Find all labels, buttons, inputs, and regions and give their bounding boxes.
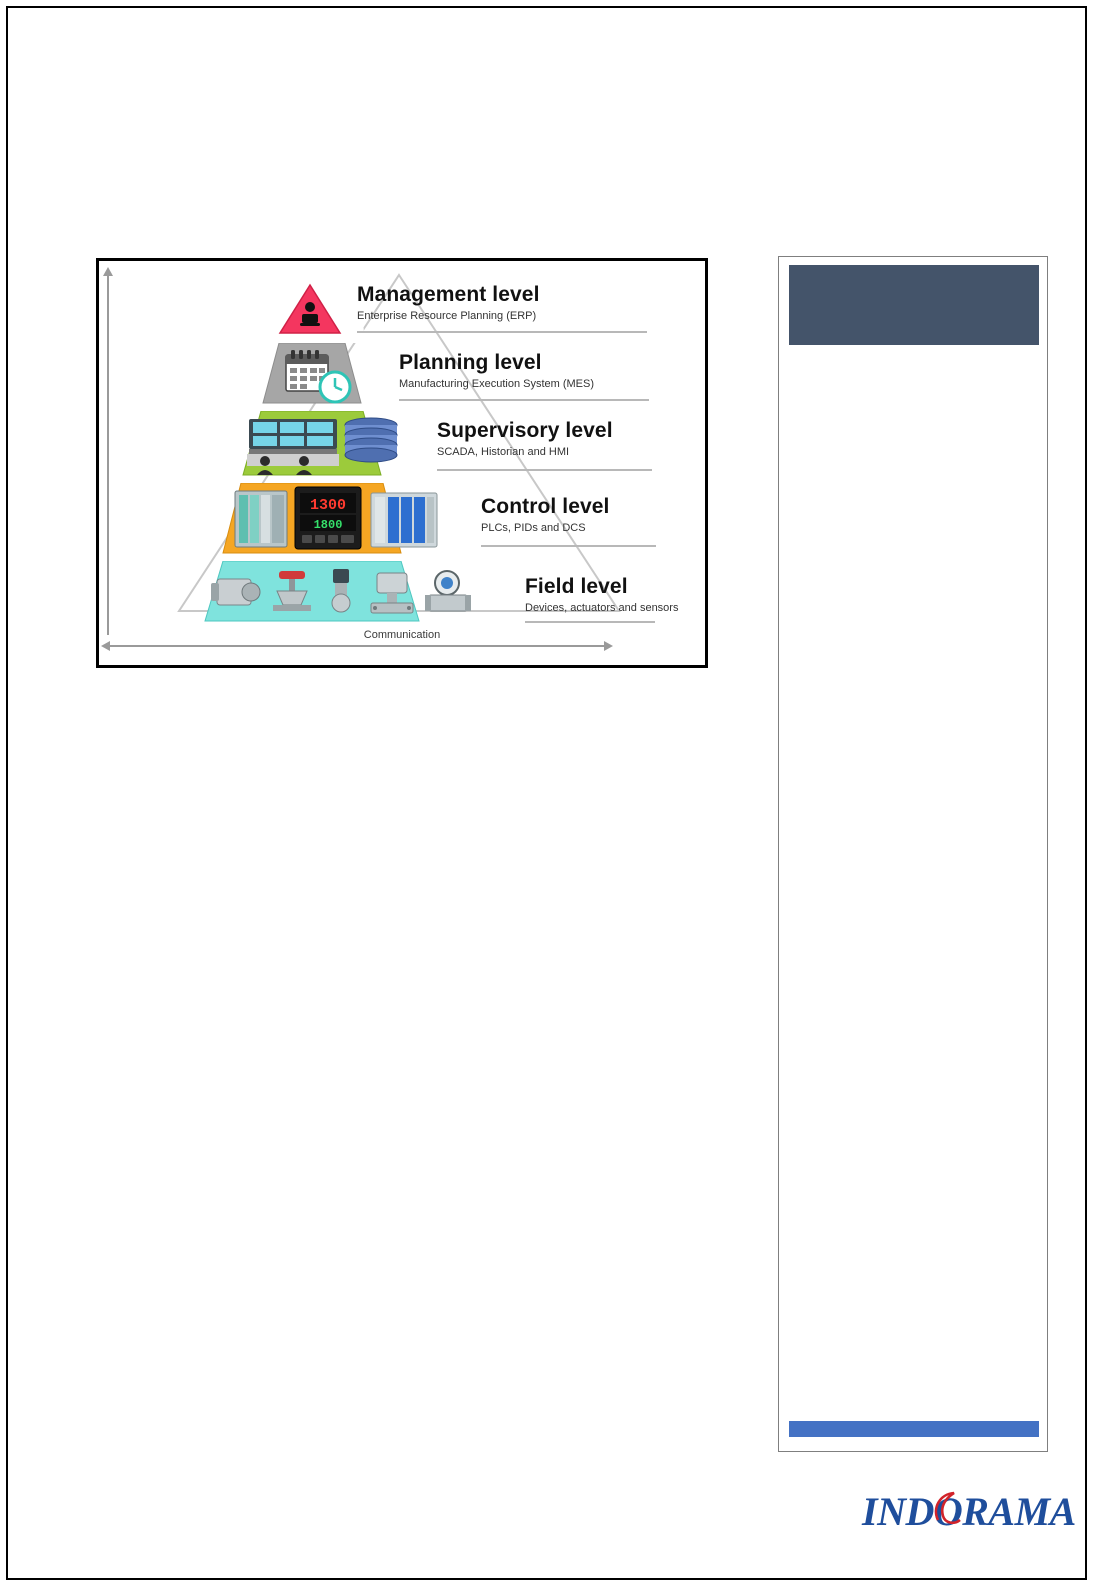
swoosh-icon [934, 1490, 964, 1528]
field-level-rule [525, 621, 655, 623]
control-level-subtitle: PLCs, PIDs and DCS [481, 522, 586, 534]
servo-motor-icon [211, 579, 260, 605]
sidebar-text-box [778, 256, 1048, 1452]
field-level-text [525, 575, 678, 614]
control-level-rule [481, 545, 656, 547]
clock-icon [320, 372, 350, 402]
communication-label: Communication [363, 629, 441, 641]
level-band-planning [99, 343, 705, 411]
supervisory-level-title: Supervisory level [437, 419, 613, 442]
automation-pyramid-figure [96, 258, 708, 668]
plc-rack-icon [235, 491, 287, 547]
supervisory-level-text [437, 419, 613, 458]
supervisory-trapezoid [99, 411, 705, 483]
management-level-subtitle: Enterprise Resource Planning (ERP) [357, 310, 537, 322]
supervisory-level-rule [437, 469, 652, 471]
logo-text-part1: IND [862, 1489, 934, 1534]
management-level-text [357, 283, 540, 322]
level-band-supervisory [99, 411, 705, 483]
control-level-text [481, 495, 610, 534]
planning-level-subtitle: Manufacturing Execution System (MES) [399, 378, 595, 390]
planning-level-title: Planning level [399, 351, 542, 374]
level-band-management [99, 281, 705, 343]
control-trapezoid [99, 483, 705, 561]
svg-text:1800: 1800 [313, 518, 343, 532]
dcs-module-icon [371, 493, 437, 547]
indorama-logo [862, 1488, 1076, 1536]
logo-o-swoosh-icon: O [933, 1489, 963, 1534]
communication-arrow [109, 645, 605, 647]
figure-canvas [99, 261, 705, 665]
management-level-rule [357, 331, 647, 333]
level-band-control [99, 483, 705, 561]
field-level-subtitle: Devices, actuators and sensors [525, 602, 679, 614]
planning-level-text [399, 351, 594, 390]
database-stack-icon [345, 418, 397, 462]
sidebar-footer-bar [789, 1421, 1039, 1437]
logo-text-part2: RAMA [962, 1489, 1076, 1534]
pid-controller-icon [295, 487, 361, 549]
control-level-title: Control level [481, 495, 610, 518]
sidebar-header-block [789, 265, 1039, 345]
supervisory-level-subtitle: SCADA, Historian and HMI [437, 446, 570, 458]
management-level-title: Management level [357, 283, 540, 306]
flow-meter-icon [425, 571, 471, 611]
field-level-title: Field level [525, 575, 628, 598]
planning-level-rule [399, 399, 649, 401]
svg-text:1300: 1300 [309, 497, 347, 514]
level-band-field [99, 561, 705, 633]
